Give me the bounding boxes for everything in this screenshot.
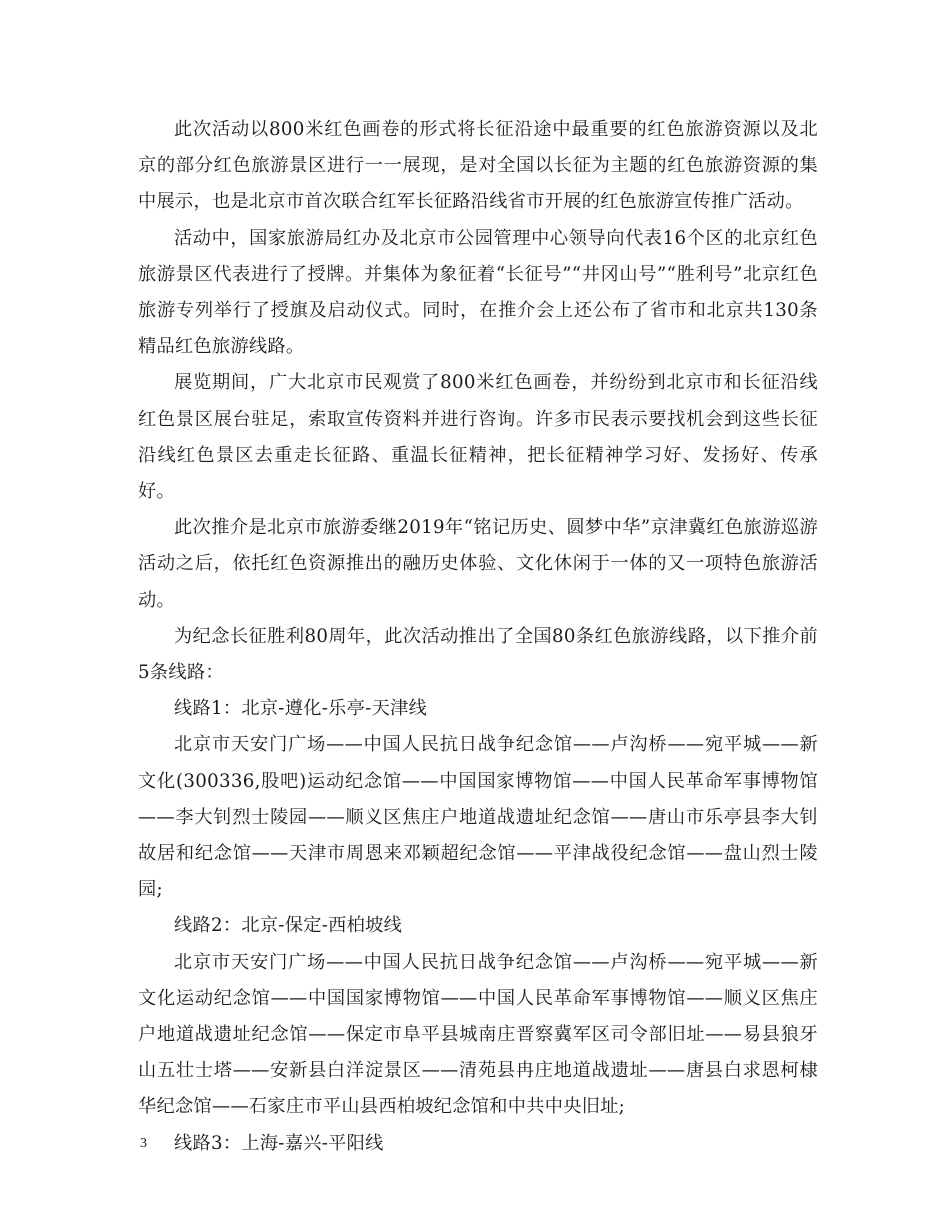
paragraph-exhibition: 展览期间，广大北京市民观赏了800米红色画卷，并纷纷到北京市和长征沿线红色景区展台驻足，索取宣传资料并进行咨询。许多市民表示要找机会到这些长征沿线红色景区去重走长征路、重温长征精神，把长征精神学习好、发扬好、传承好。 [138,372,818,503]
route-2-title: 线路2：北京-保定-西柏坡线 [174,915,403,937]
route-1-detail: 北京市天安门广场——中国人民抗日战争纪念馆——卢沟桥——宛平城——新文化(300336,股吧)运动纪念馆——中国国家博物馆——中国人民革命军事博物馆——李大钊烈士陵园——顺义区焦庄户地道战遗址纪念馆——唐山市乐亭县李大钊故居和纪念馆——天津市周恩来邓颖超纪念馆——平津战役纪念馆——盘山烈士陵园; [138,734,818,901]
route-3-title: 线路3：上海-嘉兴-平阳线 [174,1132,384,1154]
paragraph-promotion: 此次推介是北京市旅游委继2019年“铭记历史、圆梦中华”京津冀红色旅游巡游活动之后，依托红色资源推出的融历史体验、文化休闲于一体的又一项特色旅游活动。 [138,517,818,611]
paragraph-award-ceremony: 活动中，国家旅游局红办及北京市公园管理中心领导向代表16个区的北京红色旅游景区代表进行了授牌。并集体为象征着“长征号”“井冈山号”“胜利号”北京红色旅游专列举行了授旗及启动仪式。同时，在推介会上还公布了省市和北京共130条精品红色旅游线路。 [138,227,818,358]
page-number: 3 [140,1136,147,1151]
paragraph-event-intro: 此次活动以800米红色画卷的形式将长征沿途中最重要的红色旅游资源以及北京的部分红色旅游景区进行一一展现，是对全国以长征为主题的红色旅游资源的集中展示，也是北京市首次联合红军长征路沿线省市开展的红色旅游宣传推广活动。 [138,119,818,213]
route-1-title: 线路1：北京-遵化-乐亭-天津线 [174,698,428,720]
route-2-detail: 北京市天安门广场——中国人民抗日战争纪念馆——卢沟桥——宛平城——新文化运动纪念馆——中国国家博物馆——中国人民革命军事博物馆——顺义区焦庄户地道战遗址纪念馆——保定市阜平县城南庄晋察冀军区司令部旧址——易县狼牙山五壮士塔——安新县白洋淀景区——清苑县冉庄地道战遗址——唐县白求恩柯棣华纪念馆——石家庄市平山县西柏坡纪念馆和中共中央旧址; [138,951,818,1118]
document-body [138,112,818,1162]
paragraph-routes-intro: 为纪念长征胜利80周年，此次活动推出了全国80条红色旅游线路，以下推介前5条线路： [138,625,818,684]
